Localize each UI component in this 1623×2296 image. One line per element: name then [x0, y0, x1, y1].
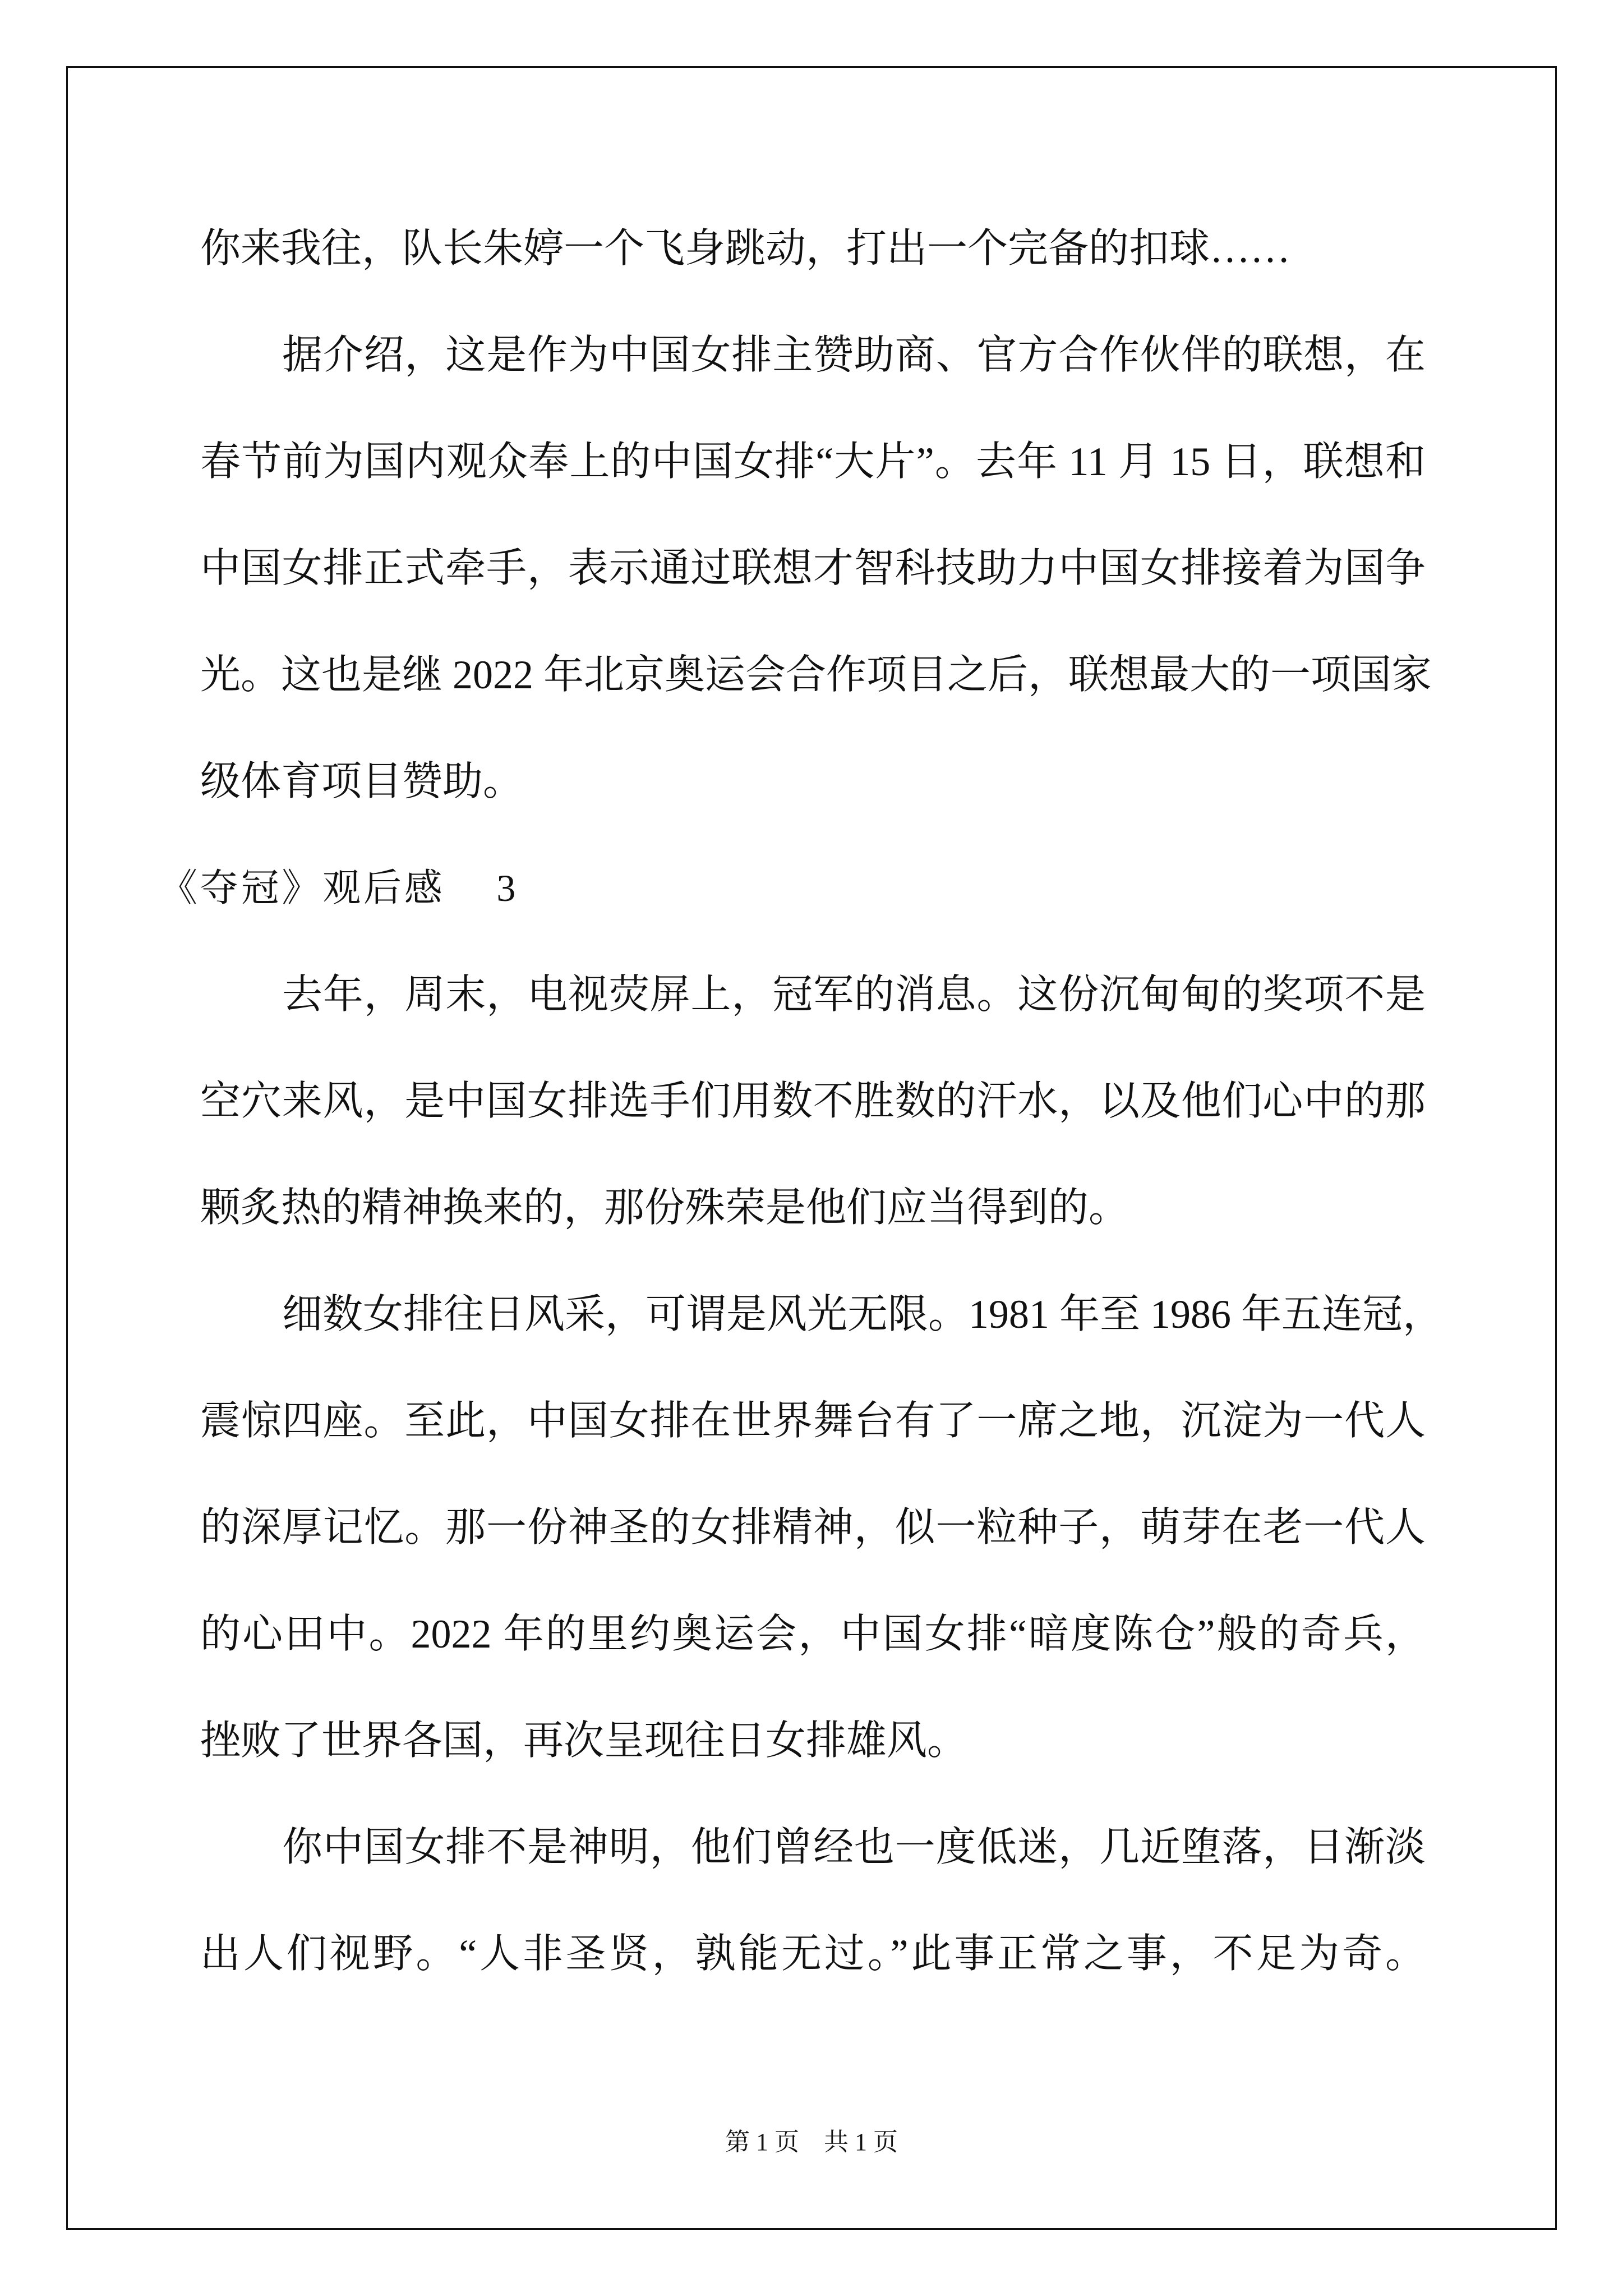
paragraph-line: 颗炙热的精神换来的，那份殊荣是他们应当得到的。 — [200, 1185, 1129, 1230]
paragraph-past-glory — [200, 1261, 1444, 1794]
paragraph-line: 春节前为国内观众奉上的中国女排“大片”。去年 11 月 15 日，联想和 — [200, 439, 1426, 484]
paragraph-sponsorship — [200, 302, 1432, 835]
paragraph-line: 你中国女排不是神明，他们曾经也一度低迷，几近堕落，日渐淡 — [282, 1825, 1426, 1870]
paragraph-line: 震惊四座。至此，中国女排在世界舞台有了一席之地，沉淀为一代人 — [200, 1398, 1426, 1443]
paragraph-champion-news — [200, 941, 1426, 1261]
paragraph-line: 的心田中。2022 年的里约奥运会，中国女排“暗度陈仓”般的奇兵， — [200, 1612, 1426, 1657]
paragraph-line: 出人们视野。“人非圣贤，孰能无过。”此事正常之事，不足为奇。 — [200, 1931, 1426, 1976]
paragraph-line: 光。这也是继 2022 年北京奥运会合作项目之后，联想最大的一项国家 — [200, 652, 1432, 697]
paragraph-line: 级体育项目赞助。 — [200, 759, 524, 804]
paragraph-line: 据介绍，这是作为中国女排主赞助商、官方合作伙伴的联想，在 — [282, 333, 1426, 378]
paragraph-line: 中国女排正式牵手，表示通过联想才智科技助力中国女排接着为国争 — [200, 546, 1426, 591]
section-heading: 《夺冠》观后感 3 — [159, 867, 519, 909]
paragraph-line: 你来我往，队长朱婷一个飞身跳动，打出一个完备的扣球…… — [200, 226, 1291, 271]
paragraph-line: 挫败了世界各国，再次呈现往日女排雄风。 — [200, 1718, 968, 1763]
paragraph-line: 空穴来风，是中国女排选手们用数不胜数的汗水，以及他们心中的那 — [200, 1079, 1426, 1124]
paragraph-line: 细数女排往日风采，可谓是风光无限。1981 年至 1986 年五连冠， — [282, 1292, 1444, 1337]
paragraph-line: 的深厚记忆。那一份神圣的女排精神，似一粒种子，萌芽在老一代人 — [200, 1505, 1426, 1550]
document-body — [159, 195, 1444, 2007]
page-footer: 第 1 页 共 1 页 — [725, 2128, 898, 2156]
paragraph-line: 去年，周末，电视荧屏上，冠军的消息。这份沉甸甸的奖项不是 — [282, 972, 1426, 1017]
paragraph-low-period — [200, 1794, 1426, 2007]
paragraph-continued — [200, 195, 1426, 302]
